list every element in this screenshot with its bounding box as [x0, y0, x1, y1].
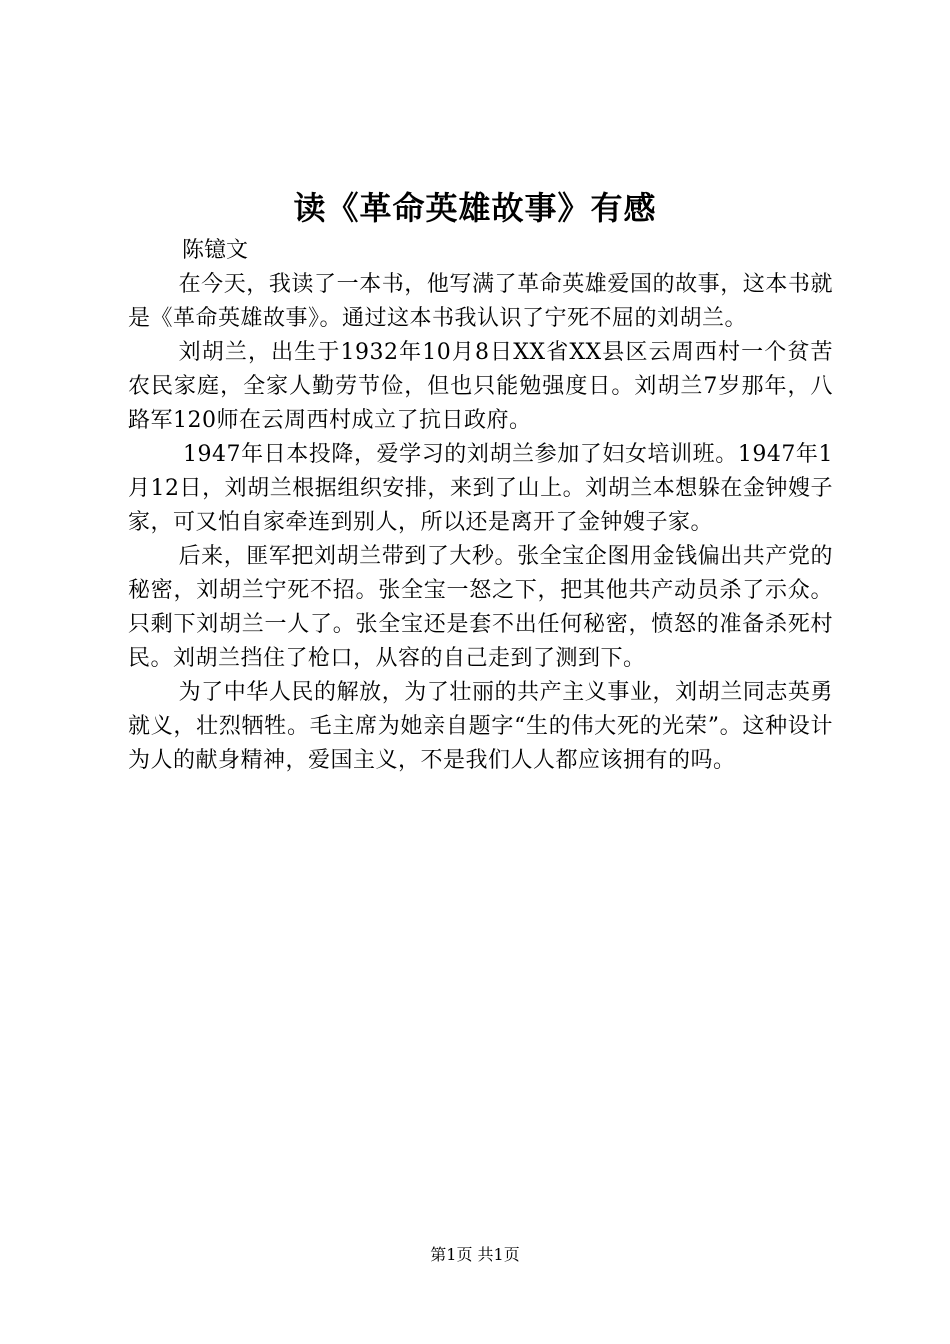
document-title: 读《革命英雄故事》有感	[293, 189, 657, 227]
paragraph-3: 1947年日本投降，爱学习的刘胡兰参加了妇女培训班。1947年1月12日，刘胡兰根据组织安排，来到了山上。刘胡兰本想躲在金钟嫂子家，可又怕自家牵连到别人，所以还是离开了金钟嫂子家。	[128, 442, 833, 535]
paragraph-1: 在今天，我读了一本书，他写满了革命英雄爱国的故事，这本书就是《革命英雄故事》。通过这本书我认识了宁死不屈的刘胡兰。	[128, 272, 833, 331]
author-name: 陈镱文	[182, 238, 249, 263]
paragraph-2: 刘胡兰，出生于1932年10月8日XX省XX县区云周西村一个贫苦农民家庭，全家人勤劳节俭，但也只能勉强度日。刘胡兰7岁那年，八路军120师在云周西村成立了抗日政府。	[128, 340, 833, 433]
page-footer: 第1页 共1页	[430, 1245, 520, 1264]
paragraph-4: 后来，匪军把刘胡兰带到了大秒。张全宝企图用金钱偏出共产党的秘密，刘胡兰宁死不招。张全宝一怒之下，把其他共产动员杀了示众。只剩下刘胡兰一人了。张全宝还是套不出任何秘密，愤怒的准备杀死村民。刘胡兰挡住了枪口，从容的自己走到了测到下。	[128, 544, 833, 671]
document-body	[128, 268, 833, 778]
paragraph-5: 为了中华人民的解放，为了壮丽的共产主义事业，刘胡兰同志英勇就义，壮烈牺牲。毛主席为她亲自题字“生的伟大死的光荣”。这种设计为人的献身精神，爱国主义，不是我们人人都应该拥有的吗。	[128, 680, 833, 773]
